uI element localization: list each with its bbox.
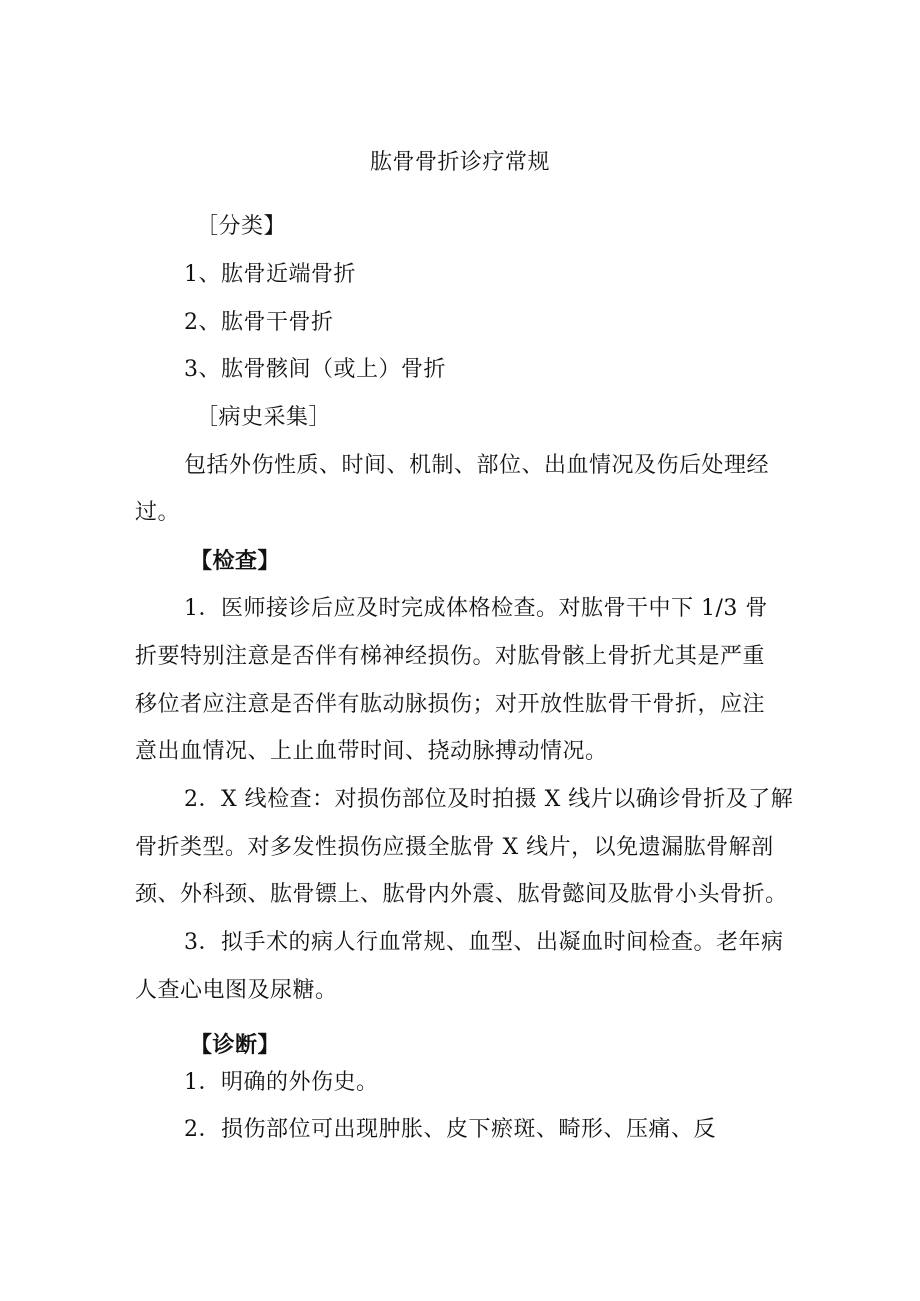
paragraph-line: 3．拟手术的病人行血常规、血型、出凝血时间检查。老年病: [184, 930, 784, 955]
paragraph-line: 过。: [135, 500, 181, 525]
section-heading-diagnosis: 【诊断】: [190, 1032, 281, 1058]
list-item: 3、肱骨骸间（或上）骨折: [184, 357, 446, 382]
list-item: 2．损伤部位可出现肿胀、皮下瘀斑、畸形、压痛、反: [184, 1117, 716, 1142]
section-heading-history: ［病史采集］: [196, 405, 332, 430]
paragraph-line: 人查心电图及尿糖。: [135, 978, 338, 1003]
paragraph-line: 移位者应注意是否伴有肱动脉损伤；对开放性肱骨干骨折，应注: [135, 692, 766, 717]
section-heading-classification: ［分类】: [196, 214, 287, 239]
page-title: 肱骨骨折诊疗常规: [369, 150, 550, 175]
paragraph-line: 颈、外科颈、肱骨镖上、肱骨内外震、肱骨懿间及肱骨小头骨折。: [135, 882, 788, 907]
paragraph-line: 折要特别注意是否伴有梯神经损伤。对肱骨骸上骨折尤其是严重: [135, 644, 766, 669]
list-item: 1．明确的外伤史。: [184, 1070, 379, 1095]
paragraph-line: 1．医师接诊后应及时完成体格检查。对肱骨干中下 1/3 骨: [184, 596, 768, 621]
list-item: 1、肱骨近端骨折: [184, 262, 356, 287]
section-heading-examination: 【检查】: [190, 548, 281, 574]
list-item: 2、肱骨干骨折: [184, 310, 334, 335]
paragraph-line: 包括外伤性质、时间、机制、部位、出血情况及伤后处理经: [184, 453, 770, 478]
paragraph-line: 意出血情况、上止血带时间、挠动脉搏动情况。: [135, 739, 608, 764]
paragraph-line: 2．X 线检查：对损伤部位及时拍摄 X 线片以确诊骨折及了解: [184, 787, 794, 812]
paragraph-line: 骨折类型。对多发性损伤应摄全肱骨 X 线片，以免遗漏肱骨解剖: [135, 835, 774, 860]
